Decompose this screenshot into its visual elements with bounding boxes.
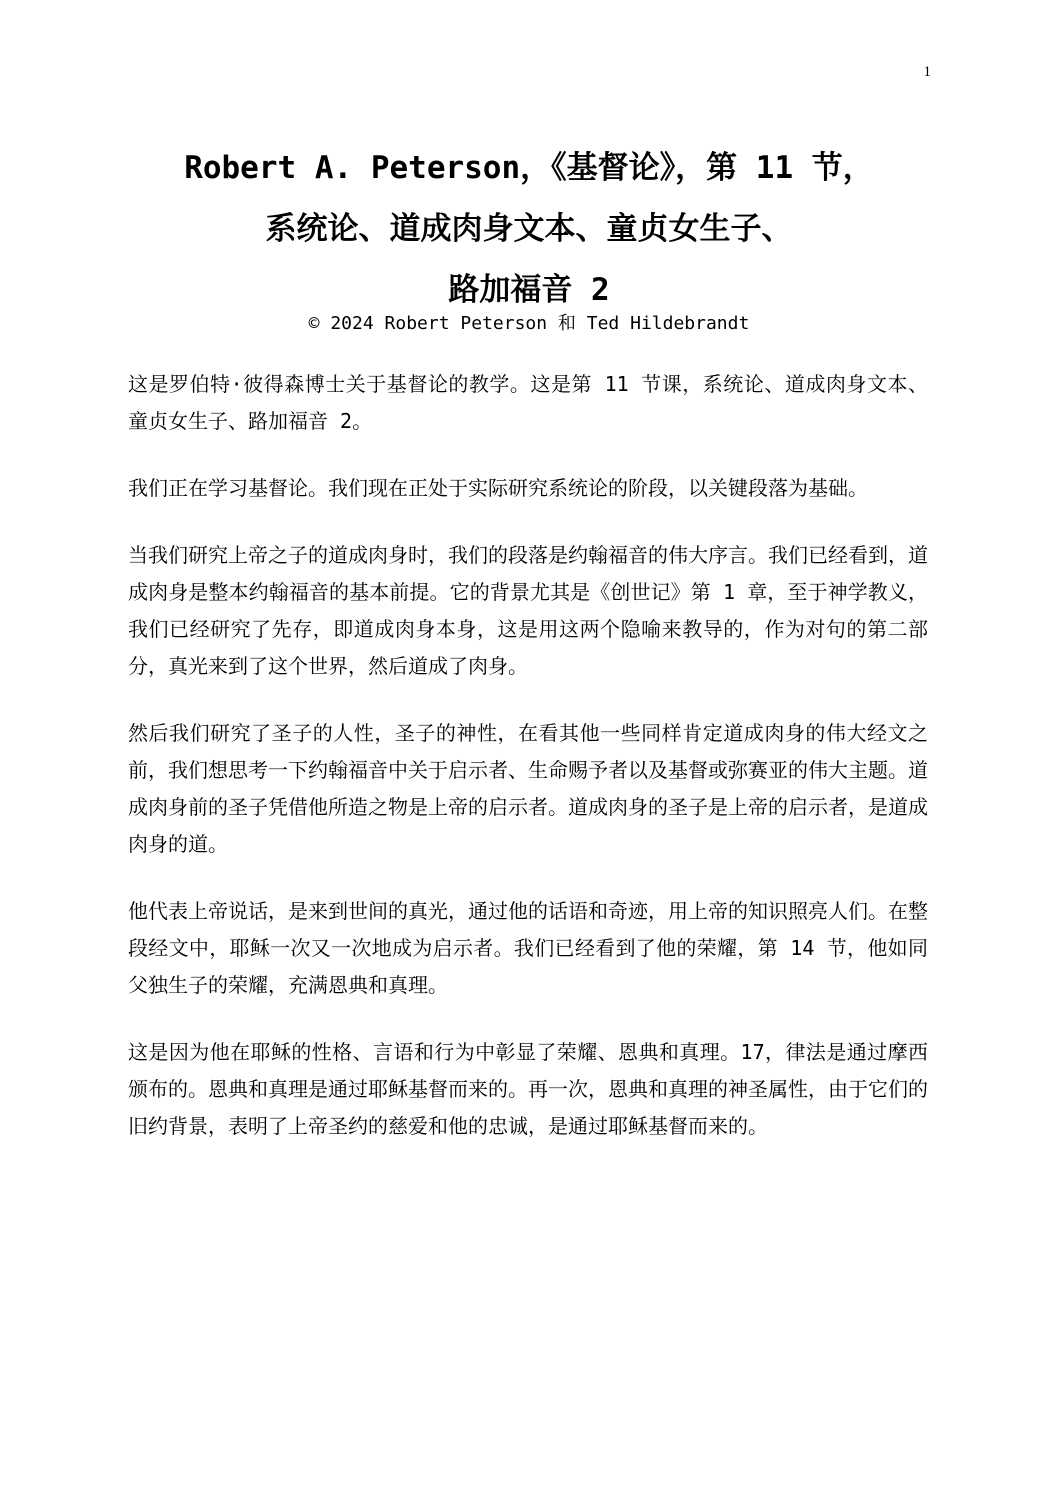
paragraph-3: 当我们研究上帝之子的道成肉身时，我们的段落是约翰福音的伟大序言。我们已经看到，道成肉身是整本约翰福音的基本前提。它的背景尤其是《创世记》第 1 章，至于神学教义，我们已经研究了先存，即道成肉身本身，这是用这两个隐喻来教导的，作为对句的第二部分，真光来到了这个世界，然后道成了肉身。 (128, 543, 928, 678)
paragraph-2: 我们正在学习基督论。我们现在正处于实际研究系统论的阶段，以关键段落为基础。 (128, 476, 868, 500)
copyright-line: © 2024 Robert Peterson 和 Ted Hildebrandt (308, 313, 750, 334)
page-number: 1 (923, 64, 931, 80)
paragraph-1: 这是罗伯特·彼得森博士关于基督论的教学。这是第 11 节课，系统论、道成肉身文本、童贞女生子、路加福音 2。 (128, 372, 928, 433)
title-line-2: 系统论、道成肉身文本、童贞女生子、 (265, 211, 793, 247)
title-line-1: Robert A. Peterson，《基督论》，第 11 节， (184, 150, 874, 186)
title-line-3: 路加福音 2 (448, 272, 610, 308)
document-title (60, 138, 998, 321)
document-body (128, 366, 928, 1175)
paragraph-4: 然后我们研究了圣子的人性，圣子的神性，在看其他一些同样肯定道成肉身的伟大经文之前，我们想思考一下约翰福音中关于启示者、生命赐予者以及基督或弥赛亚的伟大主题。道成肉身前的圣子凭借他所造之物是上帝的启示者。道成肉身的圣子是上帝的启示者，是道成肉身的道。 (128, 721, 928, 856)
paragraph-5: 他代表上帝说话，是来到世间的真光，通过他的话语和奇迹，用上帝的知识照亮人们。在整段经文中，耶稣一次又一次地成为启示者。我们已经看到了他的荣耀，第 14 节，他如同父独生子的荣耀，充满恩典和真理。 (128, 899, 928, 997)
paragraph-6: 这是因为他在耶稣的性格、言语和行为中彰显了荣耀、恩典和真理。17，律法是通过摩西颁布的。恩典和真理是通过耶稣基督而来的。再一次，恩典和真理的神圣属性，由于它们的旧约背景，表明了上帝圣约的慈爱和他的忠诚，是通过耶稣基督而来的。 (128, 1040, 928, 1138)
